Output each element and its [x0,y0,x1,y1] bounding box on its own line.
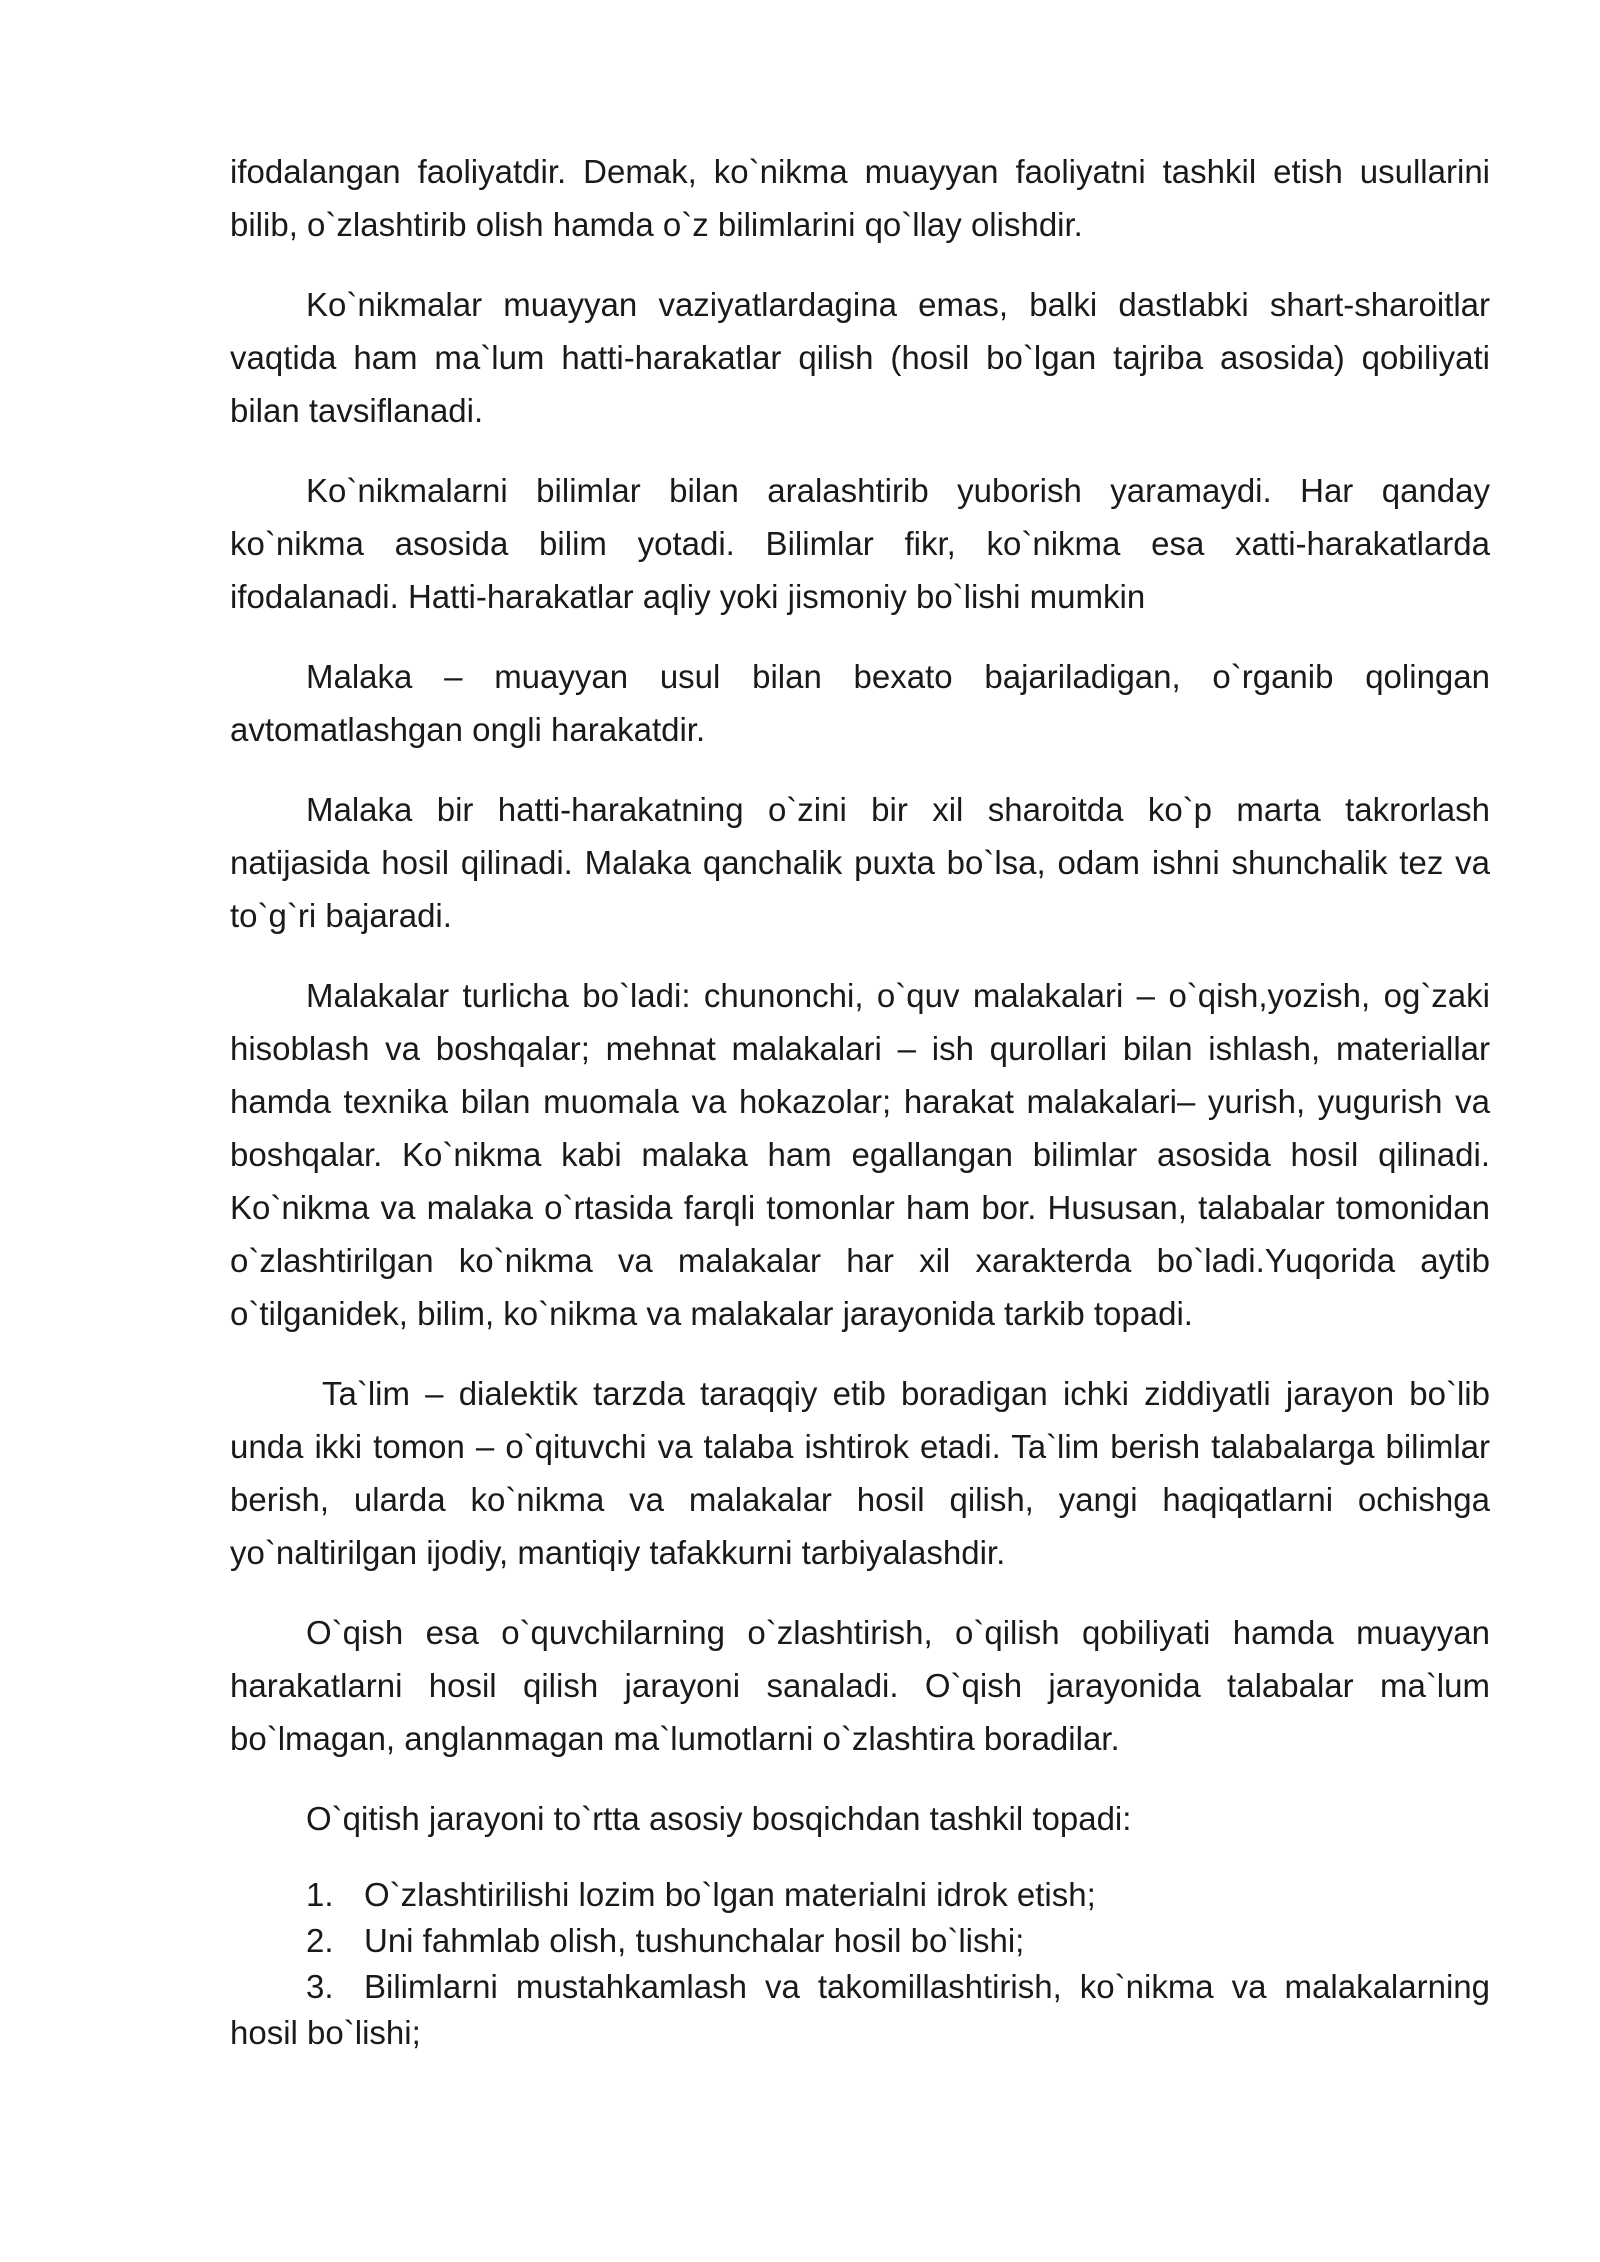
paragraph-8: O`qish esa o`quvchilarning o`zlashtirish, o`qilish qobiliyati hamda muayyan harakatlarni hosil qilish jarayoni sanaladi. O`qish jarayonida talabalar ma`lum bo`lmagan, anglanmagan ma`lumotlarni o`zlashtira boradilar. [230,1614,1490,1757]
paragraph-5: Malaka bir hatti-harakatning o`zini bir xil sharoitda ko`p marta takrorlash natijasida hosil qilinadi. Malaka qanchalik puxta bo`lsa, odam ishni shunchalik tez va to`g`ri bajaradi. [230,791,1490,934]
paragraph-6: Malakalar turlicha bo`ladi: chunonchi, o`quv malakalari – o`qish,yozish, og`zaki hisoblash va boshqalar; mehnat malakalari – ish qurollari bilan ishlash, materiallar hamda texnika bilan muomala va hokazolar; harakat malakalari– yurish, yugurish va boshqalar. Ko`nikma kabi malaka ham egallangan bilimlar asosida hosil qilinadi. Ko`nikma va malaka o`rtasida farqli tomonlar ham bor. Hususan, talabalar tomonidan o`zlashtirilgan ko`nikma va malakalar har xil xarakterda bo`ladi.Yuqorida aytib o`tilganidek, bilim, ko`nikma va malakalar jarayonida tarkib topadi. [230,977,1490,1332]
stages-list [230,1872,1490,2056]
document-page [230,145,1490,2056]
list-item [230,1964,1490,2056]
paragraph-3: Ko`nikmalarni bilimlar bilan aralashtirib yuborish yaramaydi. Har qanday ko`nikma asosida bilim yotadi. Bilimlar fikr, ko`nikma esa xatti-harakatlarda ifodalanadi. Hatti-harakatlar aqliy yoki jismoniy bo`lishi mumkin [230,472,1490,615]
list-item-number: 1. [306,1876,334,1913]
paragraph-7: Ta`lim – dialektik tarzda taraqqiy etib boradigan ichki ziddiyatli jarayon bo`lib unda ikki tomon – o`qituvchi va talaba ishtirok etadi. Ta`lim berish talabalarga bilimlar berish, ularda ko`nikma va malakalar hosil qilish, yangi haqiqatlarni ochishga yo`naltirilgan ijodiy, mantiqiy tafakkurni tarbiyalashdir. [230,1375,1490,1571]
list-item [230,1918,1490,1964]
list-item-number: 2. [306,1922,334,1959]
list-item-number: 3. [306,1968,334,2005]
list-item [230,1872,1490,1918]
list-item-text: Uni fahmlab olish, tushunchalar hosil bo`lishi; [364,1922,1025,1959]
paragraph-2: Ko`nikmalar muayyan vaziyatlardagina emas, balki dastlabki shart-sharoitlar vaqtida ham ma`lum hatti-harakatlar qilish (hosil bo`lgan tajriba asosida) qobiliyati bilan tavsiflanadi. [230,286,1490,429]
paragraph-9: O`qitish jarayoni to`rtta asosiy bosqichdan tashkil topadi: [306,1800,1132,1837]
list-item-text: O`zlashtirilishi lozim bo`lgan materialni idrok etish; [364,1876,1096,1913]
paragraph-1: ifodalangan faoliyatdir. Demak, ko`nikma muayyan faoliyatni tashkil etish usullarini bilib, o`zlashtirib olish hamda o`z bilimlarini qo`llay olishdir. [230,153,1490,243]
list-item-text: Bilimlarni mustahkamlash va takomillashtirish, ko`nikma va malakalarning hosil bo`lishi; [230,1968,1490,2051]
paragraph-4: Malaka – muayyan usul bilan bexato bajariladigan, o`rganib qolingan avtomatlashgan ongli harakatdir. [230,658,1490,748]
